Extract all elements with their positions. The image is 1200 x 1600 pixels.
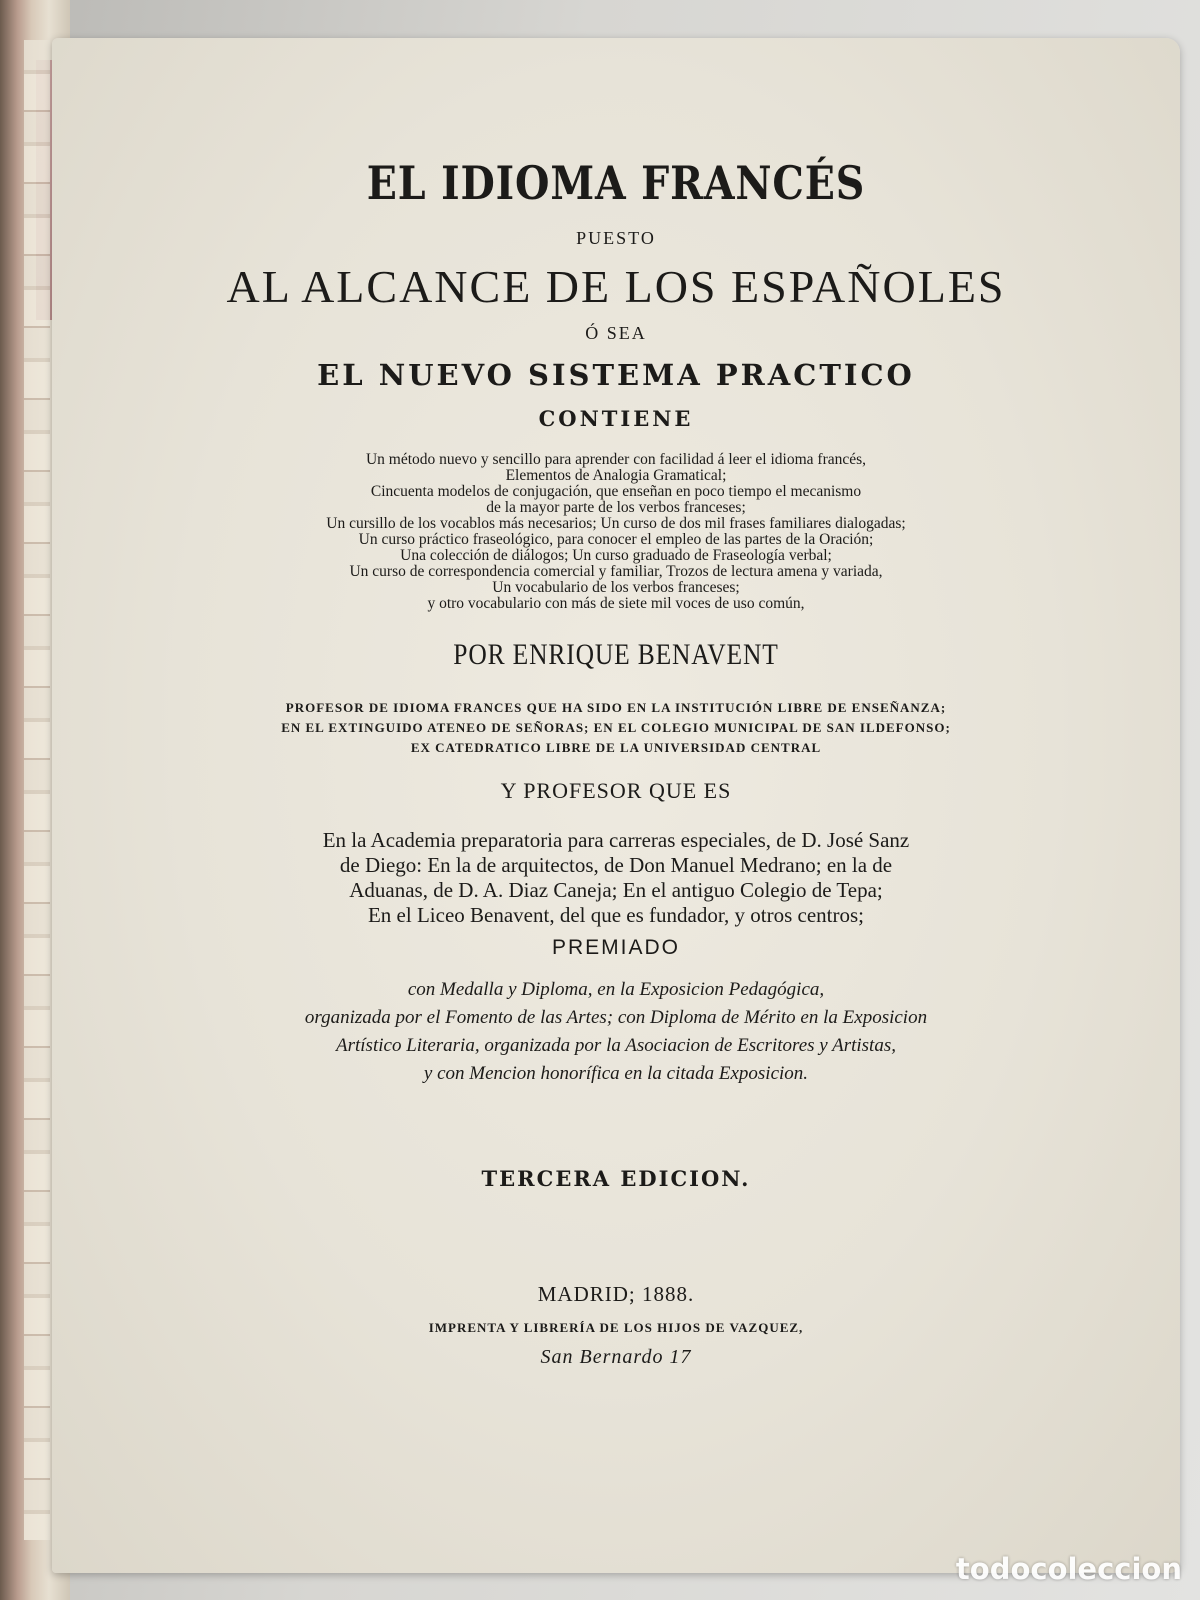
subtitle: AL ALCANCE DE LOS ESPAÑOLES [226,261,1006,312]
place-year: MADRID; 1888. [537,1282,695,1306]
system-heading: EL NUEVO SISTEMA PRACTICO [317,358,915,392]
page-edges [24,40,50,1540]
book-title: EL IDIOMA FRANCÉS [366,156,866,210]
contents-line: de la mayor parte de los verbos franceses; [486,499,746,516]
puesto-text: PUESTO [576,228,656,248]
award-line: organizada por el Fomento de las Artes; con Diploma de Mérito en la Exposicion [304,1007,928,1028]
contents-line: Un curso práctico fraseológico, para conocer el empleo de las partes de la Oración; [358,531,874,548]
watermark-logo: todocoleccion [955,1552,1182,1586]
edition: TERCERA EDICION. [481,1166,751,1191]
post-line: de Diego: En la de arquitectos, de Don Manuel Medrano; en la de [339,853,893,877]
contents-line: Un curso de correspondencia comercial y familiar, Trozos de lectura amena y variada, [349,563,883,580]
contents-line: Un vocabulario de los verbos franceses; [492,579,740,596]
award-line: con Medalla y Diploma, en la Exposicion Pedagógica, [407,979,825,1000]
profesor-heading: Y PROFESOR QUE ES [500,778,732,803]
post-line: Aduanas, de D. A. Diaz Caneja; En el antiguo Colegio de Tepa; [349,878,883,902]
title-page [52,38,1180,1573]
contents-line: y otro vocabulario con más de siete mil voces de uso común, [427,595,805,612]
contents-line: Cincuenta modelos de conjugación, que enseñan en poco tiempo el mecanismo [370,483,862,500]
post-line: En la Academia preparatoria para carreras especiales, de D. José Sanz [322,828,910,852]
post-line: En el Liceo Benavent, del que es fundador, y otros centros; [367,903,864,927]
credential-line: PROFESOR DE IDIOMA FRANCES QUE HA SIDO EN LA INSTITUCIÓN LIBRE DE ENSEÑANZA; [285,700,947,715]
contents-line: Un método nuevo y sencillo para aprender con facilidad á leer el idioma francés, [365,451,867,468]
printer-address: San Bernardo 17 [540,1346,692,1368]
credential-line: EN EL EXTINGUIDO ATENEO DE SEÑORAS; EN EL COLEGIO MUNICIPAL DE SAN ILDEFONSO; [281,720,951,735]
o-sea-text: Ó SEA [585,323,647,343]
credential-line: EX CATEDRATICO LIBRE DE LA UNIVERSIDAD CENTRAL [410,740,822,755]
author: POR ENRIQUE BENAVENT [453,638,779,671]
contiene-heading: CONTIENE [538,406,694,431]
contents-line: Elementos de Analogia Gramatical; [505,467,727,484]
award-line: y con Mencion honorífica en la citada Exposicion. [423,1063,809,1084]
contents-line: Un cursillo de los vocablos más necesarios; Un curso de dos mil frases familiares dialogadas; [326,515,906,532]
premiado-heading: PREMIADO [551,936,680,959]
contents-line: Una colección de diálogos; Un curso graduado de Fraseología verbal; [400,547,832,564]
award-line: Artístico Literaria, organizada por la Asociacion de Escritores y Artistas, [336,1035,896,1056]
printer: IMPRENTA Y LIBRERÍA DE LOS HIJOS DE VAZQUEZ, [428,1320,804,1335]
